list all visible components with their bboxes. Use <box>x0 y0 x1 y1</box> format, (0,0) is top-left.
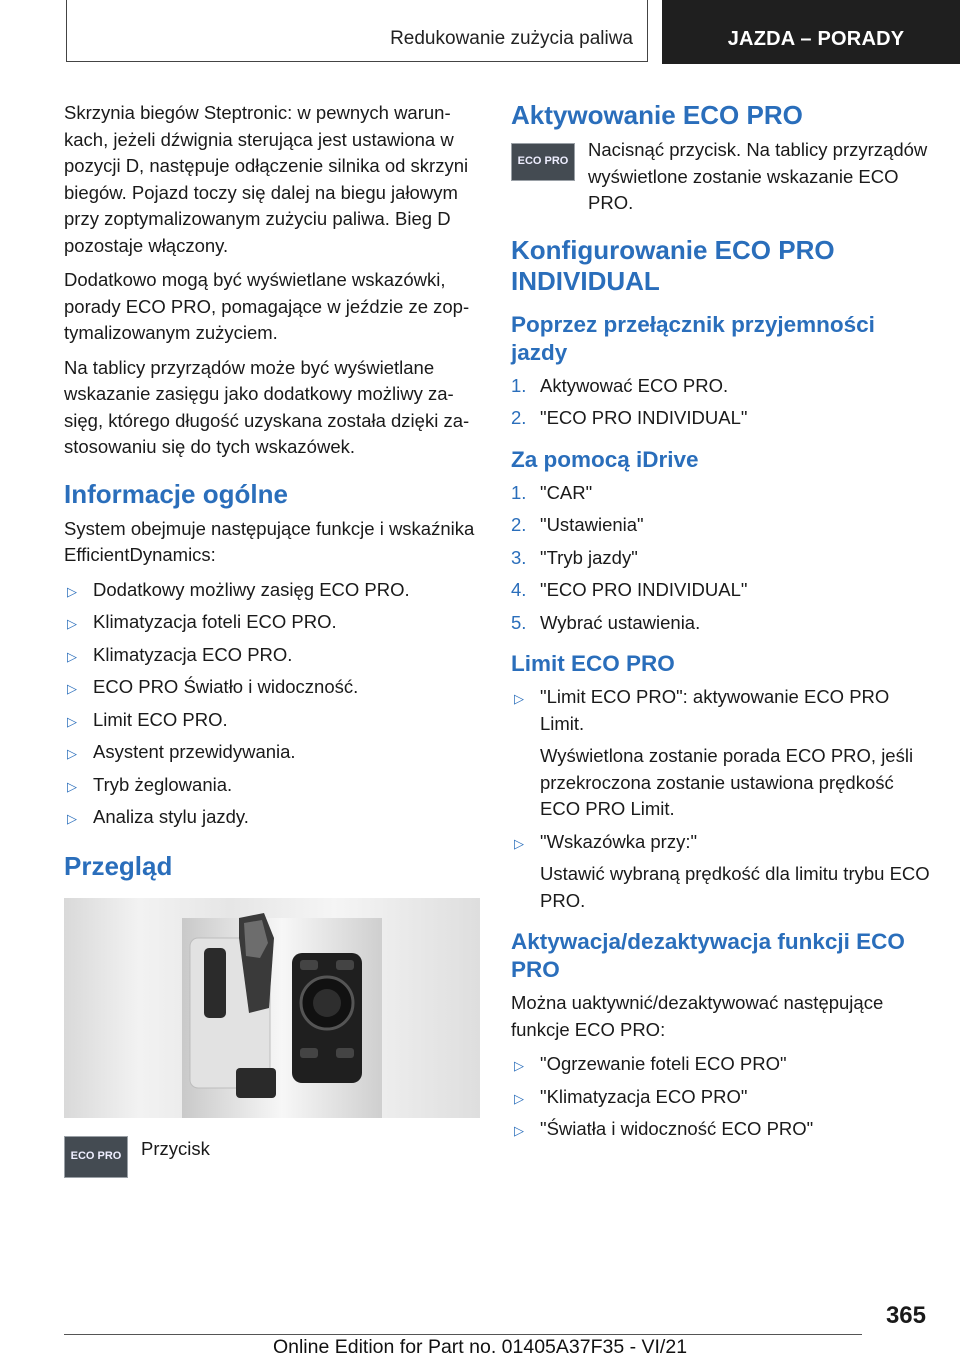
button-caption: Przycisk <box>141 1137 210 1159</box>
list-item: 2. "Ustawienia" <box>511 514 644 535</box>
toggle-text: Można uaktywnić/dezaktywować następujące funkcje ECO PRO: <box>511 992 884 1040</box>
right-column <box>511 100 931 1149</box>
list-item: 2. "ECO PRO INDIVIDUAL" <box>511 407 748 428</box>
heading-activate-eco-pro: Aktywowanie ECO PRO <box>511 100 803 130</box>
activate-row <box>511 137 931 217</box>
triangle-bullet-icon: ▷ <box>514 835 524 851</box>
list-item: ▷ "Ogrzewanie foteli ECO PRO" <box>511 1051 931 1078</box>
paragraph-system-functions: System obejmuje następujące funkcje i wskaźnika EfficientDynamics: <box>64 517 475 565</box>
list-item: ▷ Analiza stylu jazdy. <box>64 804 484 831</box>
list-item: ▷ "Klimatyzacja ECO PRO" <box>511 1084 931 1111</box>
heading-toggle-functions: Aktywacja/dezaktywacja funkcji ECO PRO <box>511 929 905 982</box>
triangle-bullet-icon: ▷ <box>67 811 77 826</box>
function-list <box>64 577 484 831</box>
triangle-bullet-icon: ▷ <box>514 1090 524 1106</box>
heading-overview: Przegląd <box>64 850 173 881</box>
heading-idrive: Za pomocą iDrive <box>511 446 699 472</box>
list-item: ▷ Klimatyzacja ECO PRO. <box>64 642 484 669</box>
triangle-bullet-icon: ▷ <box>67 778 77 794</box>
button-caption-row <box>64 1136 484 1222</box>
header-section-box <box>66 0 648 62</box>
toggle-list <box>511 1051 931 1143</box>
triangle-bullet-icon: ▷ <box>514 1123 524 1138</box>
list-item: 3. "Tryb jazdy" <box>511 546 638 568</box>
heading-configure-individual: Konfigurowanie ECO PRO INDIVIDUAL <box>511 234 835 296</box>
center-console-photo <box>64 898 480 1118</box>
triangle-bullet-icon: ▷ <box>67 616 77 631</box>
triangle-bullet-icon: ▷ <box>514 691 524 706</box>
triangle-bullet-icon: ▷ <box>514 1058 524 1073</box>
idrive-steps <box>511 480 931 637</box>
list-item: ▷ Klimatyzacja foteli ECO PRO. <box>64 609 484 636</box>
list-item: ▷ "Wskazówka przy:" Ustawić wybraną prędkość dla limitu trybu ECO PRO. <box>511 829 931 915</box>
heading-driving-switch: Poprzez przełącznik przyjemności jazdy <box>511 311 875 365</box>
list-item: 1. "CAR" <box>511 481 593 503</box>
header-section-title: Redukowanie zużycia paliwa <box>390 28 633 49</box>
limit-list <box>511 684 931 914</box>
triangle-bullet-icon: ▷ <box>67 681 77 696</box>
heading-limit: Limit ECO PRO <box>511 651 675 676</box>
paragraph-tips: Dodatkowo mogą być wyświetlane wskazówki, porady ECO PRO, pomagające w jeździe ze zoptymalizowanym zużyciem. <box>64 269 470 343</box>
heading-general-info: Informacje ogólne <box>64 478 288 509</box>
eco-pro-button-icon: ECO PRO <box>64 1136 128 1178</box>
list-item: 4. "ECO PRO INDIVIDUAL" <box>511 579 748 600</box>
activate-text: Nacisnąć przycisk. Na tablicy przyrządów wyświetlone zostanie wskazanie ECO PRO. <box>588 139 928 213</box>
list-item: ▷ "Limit ECO PRO": aktywowanie ECO PRO Limit. Wyświetlona zostanie porada ECO PRO, jeśli przekroczona zostanie ustawiona prędkość ECO PRO Limit. <box>511 684 931 823</box>
center-console-illustration <box>64 898 480 1118</box>
switch-steps <box>511 373 931 432</box>
list-item: 5. Wybrać ustawienia. <box>511 611 701 633</box>
list-item-detail: Wyświetlona zostanie porada ECO PRO, jeśli przekroczona zostanie ustawiona prędkość ECO PRO Limit. <box>540 745 914 819</box>
paragraph-steptronic: Skrzynia biegów Steptronic: w pewnych warunkach, jeżeli dźwignia sterująca jest ustawiona w pozycji D, następuje odłączenie silnika od skrzyni biegów. Pojazd toczy się dalej na biegu jałowym przy zoptymalizowanym zużyciu paliwa. Bieg D pozostaje włączony. <box>64 102 469 256</box>
paragraph-range: Na tablicy przyrządów może być wyświetlane wskazanie zasięgu jako dodatkowy możliwy zasięg, którego długość uzyskana została dzięki zastosowaniu się do tych wskazówek. <box>64 356 470 457</box>
eco-pro-button-icon: ECO PRO <box>511 143 575 181</box>
triangle-bullet-icon: ▷ <box>67 746 77 761</box>
footer-divider <box>64 1334 862 1335</box>
list-item: ▷ Tryb żeglowania. <box>64 772 484 799</box>
footer-edition: Online Edition for Part no. 01405A37F35 - VI/21 <box>272 1336 688 1358</box>
list-item: ▷ ECO PRO Światło i widoczność. <box>64 674 484 701</box>
header-chapter-title: JAZDA – PORADY <box>727 28 905 50</box>
list-item: ▷ Dodatkowy możliwy zasięg ECO PRO. <box>64 577 484 604</box>
header-chapter-box <box>662 0 960 64</box>
list-item: ▷ Limit ECO PRO. <box>64 707 484 734</box>
triangle-bullet-icon: ▷ <box>67 583 77 599</box>
triangle-bullet-icon: ▷ <box>67 713 77 729</box>
list-item: ▷ "Światła i widoczność ECO PRO" <box>511 1116 931 1143</box>
list-item: ▷ Asystent przewidywania. <box>64 739 484 766</box>
page-number: 365 <box>885 1302 926 1329</box>
triangle-bullet-icon: ▷ <box>67 648 77 664</box>
left-column <box>64 100 484 1222</box>
list-item-detail: Ustawić wybraną prędkość dla limitu trybu ECO PRO. <box>540 863 930 911</box>
list-item: 1. Aktywować ECO PRO. <box>511 374 729 396</box>
